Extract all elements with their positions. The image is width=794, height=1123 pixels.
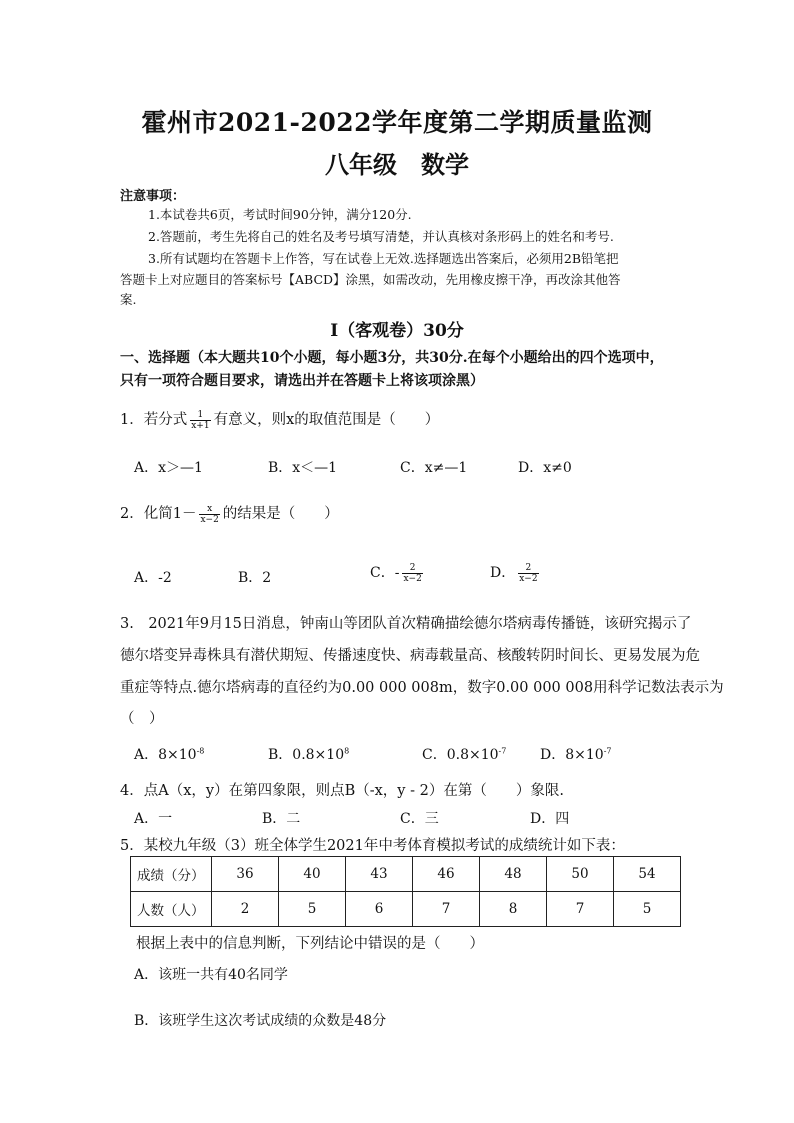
option-a[interactable]: A．一 xyxy=(134,811,173,827)
note-line: 3.所有试题均在答题卡上作答，写在试卷上无效.选择题选出答案后，必须用2B铅笔把 xyxy=(148,251,619,266)
option-b[interactable]: B．$0.8\times 10^8$ xyxy=(268,746,350,763)
question-3-line: 3. 2021年9月15日消息，钟南山等团队首次精确描绘德尔塔病毒传播链，该研究揭示了 xyxy=(120,616,692,632)
option-c[interactable]: C．- $\frac{2}{x-2}$ xyxy=(370,562,422,584)
option-d[interactable]: D．x≠0 xyxy=(518,460,572,476)
option-b[interactable]: B．该班学生这次考试成绩的众数是48分 xyxy=(134,1013,387,1029)
fraction: $\frac{1}{x+1}$ xyxy=(191,409,210,431)
exam-title: 霍州市2021-2022学年度第二学期质量监测 xyxy=(141,108,653,137)
option-b[interactable]: B．二 xyxy=(262,811,301,827)
note-line: 1.本试卷共6页，考试时间90分钟，满分120分. xyxy=(148,207,412,222)
question-5-prompt: 根据上表中的信息判断，下列结论中错误的是（ ） xyxy=(136,936,484,952)
question-3-line: 德尔塔变异毒株具有潜伏期短、传播速度快、病毒载量高、核酸转阴时间长、更易发展为危 xyxy=(120,648,700,664)
fraction: $\frac{2}{x-2}$ xyxy=(403,562,422,584)
table-cell-header: 成绩（分） xyxy=(131,857,212,892)
section-instructions: 只有一项符合题目要求，请选出并在答题卡上将该项涂黑） xyxy=(120,373,484,389)
table-cell: 46 xyxy=(413,857,480,892)
table-cell: 48 xyxy=(480,857,547,892)
option-c[interactable]: C．三 xyxy=(400,811,439,827)
question-5: 5．某校九年级（3）班全体学生2021年中考体育模拟考试的成绩统计如下表： xyxy=(120,838,625,854)
option-b[interactable]: B．2 xyxy=(238,570,272,586)
table-cell: 7 xyxy=(413,892,480,927)
option-a[interactable]: A．该班一共有40名同学 xyxy=(134,967,288,983)
table-cell: 43 xyxy=(346,857,413,892)
question-2 xyxy=(120,502,339,525)
table-cell: 8 xyxy=(480,892,547,927)
table-cell: 40 xyxy=(279,857,346,892)
question-3-line: 重症等特点.德尔塔病毒的直径约为0.00 000 008m，数字0.00 000 008用科学记数法表示为 xyxy=(120,680,724,696)
table-cell: 7 xyxy=(547,892,614,927)
table-cell: 5 xyxy=(279,892,346,927)
table-cell: 36 xyxy=(212,857,279,892)
exam-subtitle: 八年级 数学 xyxy=(325,150,469,179)
option-c[interactable]: C．x≠—1 xyxy=(400,460,468,476)
table-row xyxy=(131,857,681,892)
table-row xyxy=(131,892,681,927)
scores-table xyxy=(130,856,681,927)
question-text: 有意义，则x的取值范围是（ ） xyxy=(213,412,440,428)
part1-heading: Ⅰ（客观卷）30分 xyxy=(330,321,464,341)
note-line: 2.答题前，考生先将自己的姓名及考号填写清楚，并认真核对条形码上的姓名和考号. xyxy=(148,229,614,244)
option-a[interactable]: A．-2 xyxy=(134,570,172,586)
notes-label: 注意事项： xyxy=(120,189,186,204)
note-line: 答题卡上对应题目的答案标号【ABCD】涂黑，如需改动，先用橡皮擦干净，再改涂其他答 xyxy=(120,272,621,287)
question-text: 1．若分式 xyxy=(120,412,188,428)
question-1 xyxy=(120,408,439,431)
question-text: 2．化简1－ xyxy=(120,506,197,522)
option-d[interactable]: D．$8\times 10^{-7}$ xyxy=(540,746,612,763)
option-a[interactable]: A．$8\times 10^{-8}$ xyxy=(134,746,205,763)
option-d[interactable]: D． $\frac{2}{x-2}$ xyxy=(490,562,538,584)
table-cell: 2 xyxy=(212,892,279,927)
table-cell: 54 xyxy=(614,857,681,892)
option-c[interactable]: C．$0.8\times 10^{-7}$ xyxy=(422,746,507,763)
table-cell-header: 人数（人） xyxy=(131,892,212,927)
note-line: 案. xyxy=(120,292,137,307)
option-a[interactable]: A．x＞—1 xyxy=(134,460,203,476)
table-cell: 6 xyxy=(346,892,413,927)
table-cell: 5 xyxy=(614,892,681,927)
section-instructions: 一、选择题（本大题共10个小题，每小题3分，共30分.在每个小题给出的四个选项中， xyxy=(120,350,664,366)
question-4: 4．点A（x，y）在第四象限，则点B（-x，y - 2）在第（ ）象限. xyxy=(120,783,564,799)
table-cell: 50 xyxy=(547,857,614,892)
question-3-line: （ ） xyxy=(120,711,164,727)
option-d[interactable]: D．四 xyxy=(530,811,570,827)
fraction: $\frac{x}{x-2}$ xyxy=(200,503,219,525)
fraction: $\frac{2}{x-2}$ xyxy=(519,562,538,584)
question-text: 的结果是（ ） xyxy=(222,506,339,522)
option-b[interactable]: B．x＜—1 xyxy=(268,460,338,476)
